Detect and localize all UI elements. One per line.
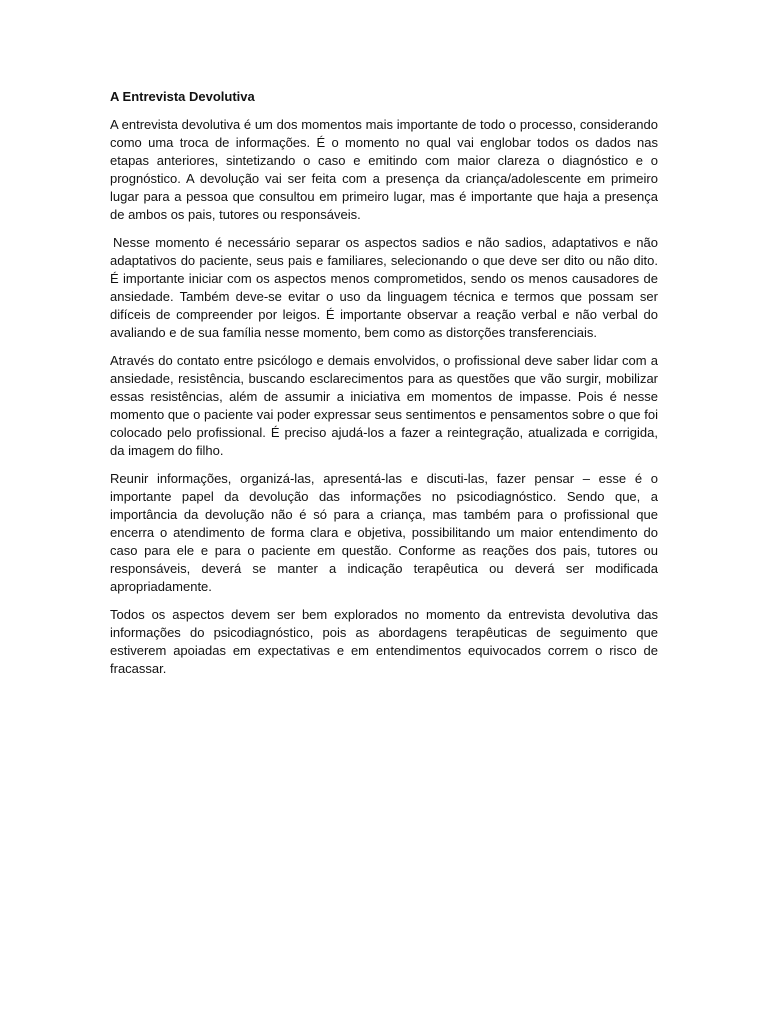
document-title: A Entrevista Devolutiva bbox=[110, 89, 255, 104]
paragraph-2: Nesse momento é necessário separar os aspectos sadios e não sadios, adaptativos e não adaptativos do paciente, seus pais e familiares, selecionando o que deve ser dito ou não dito. É importante iniciar com os aspectos menos comprometidos, sendo os menos causadores de ansiedade. Também deve-se evitar o uso da linguagem técnica e termos que possam ser difíceis de compreender por leigos. É importante observar a reação verbal e não verbal do avaliando e de sua família nesse momento, bem como as distorções transferenciais. bbox=[110, 235, 658, 340]
paragraph-5: Todos os aspectos devem ser bem explorados no momento da entrevista devolutiva das informações do psicodiagnóstico, pois as abordagens terapêuticas de seguimento que estiverem apoiadas em expectativas e em entendimentos equivocados correm o risco de fracassar. bbox=[110, 607, 658, 676]
paragraph-4: Reunir informações, organizá-las, apresentá-las e discuti-las, fazer pensar – esse é o importante papel da devolução das informações no psicodiagnóstico. Sendo que, a importância da devolução não é só para a criança, mas também para o profissional que encerra o atendimento de forma clara e objetiva, possibilitando um maior entendimento do caso para ele e para o paciente em questão. Conforme as reações dos pais, tutores ou responsáveis, deverá se manter a indicação terapêutica ou deverá ser modificada apropriadamente. bbox=[110, 471, 658, 594]
document-page bbox=[110, 88, 658, 688]
paragraph-3: Através do contato entre psicólogo e demais envolvidos, o profissional deve saber lidar com a ansiedade, resistência, buscando esclarecimentos para as questões que vão surgir, mobilizar essas resistências, além de assumir a iniciativa em momentos de impasse. Pois é nesse momento que o paciente vai poder expressar seus sentimentos e pensamentos sobre o que foi colocado pelo profissional. É preciso ajudá-los a fazer a reintegração, atualizada e corrigida, da imagem do filho. bbox=[110, 353, 658, 458]
paragraph-1: A entrevista devolutiva é um dos momentos mais importante de todo o processo, considerando como uma troca de informações. É o momento no qual vai englobar todos os dados nas etapas anteriores, sintetizando o caso e emitindo com maior clareza o diagnóstico e o prognóstico. A devolução vai ser feita com a presença da criança/adolescente em primeiro lugar para a pessoa que consultou em primeiro lugar, mas é importante que haja a presença de ambos os pais, tutores ou responsáveis. bbox=[110, 117, 658, 222]
